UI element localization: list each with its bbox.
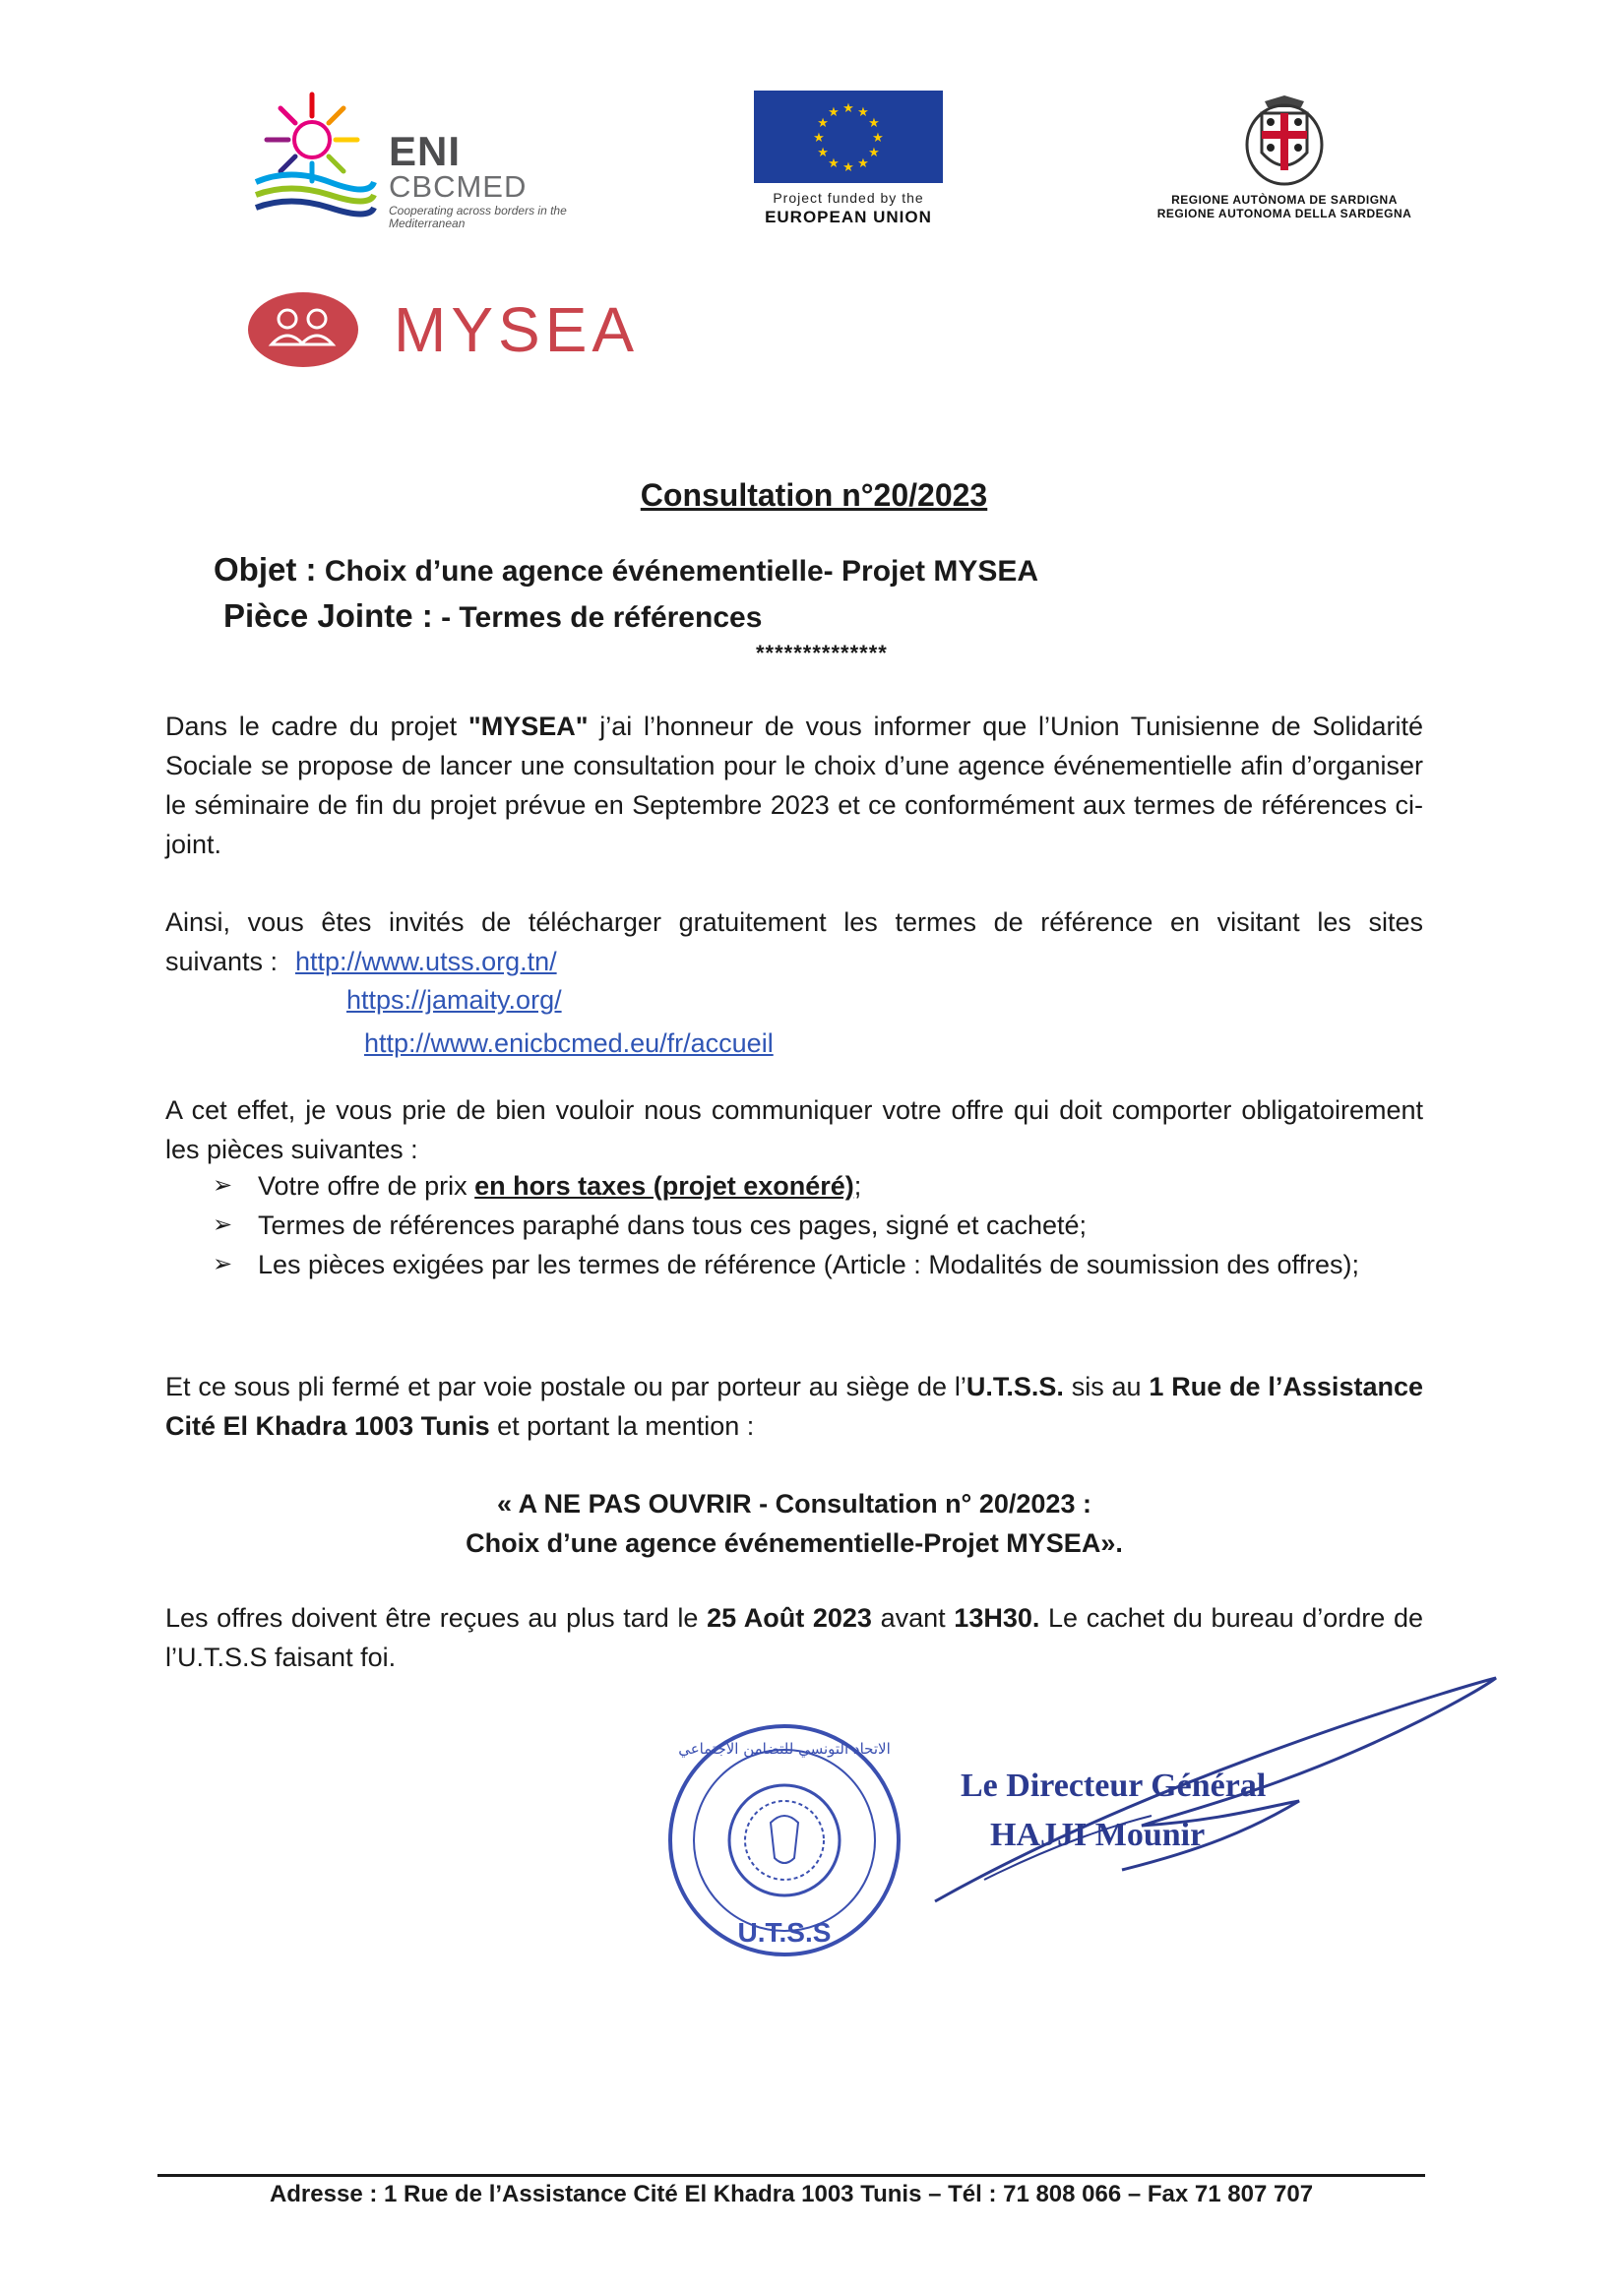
eu-star-icon: ★ [828, 104, 840, 120]
list-item [207, 1166, 1423, 1206]
paragraph-intro [165, 707, 1423, 864]
bullet3-text: Les pièces exigées par les termes de référence (Article : Modalités de soumission des offres); [258, 1250, 1360, 1279]
list-item [207, 1245, 1423, 1284]
p2-line2: suivants : [165, 947, 279, 976]
consultation-heading [0, 477, 1620, 514]
eu-logo [750, 91, 947, 238]
p1-project: "MYSEA" [467, 712, 589, 741]
p4-utss: U.T.S.S. [966, 1372, 1064, 1401]
p1-post: j’ai l’honneur de vous informer que l’Union Tunisienne de Solidarité Sociale se propose de lancer une consultation pour le choix d’une agence événementielle afin d’organiser le séminaire de fin du projet prévue en Septembre 2023 et ce conformément aux termes de références ci-joint. [165, 712, 1423, 859]
eni-cbcmed-logo [251, 89, 605, 236]
p5-post: Le cachet du bureau d’ordre de l’U.T.S.S faisant foi. [165, 1603, 1423, 1672]
p4-mid: sis au [1063, 1372, 1150, 1401]
eu-star-icon: ★ [842, 159, 854, 174]
piece-text: - Termes de références [441, 601, 763, 634]
eni-title: ENI [389, 128, 462, 174]
footer-address: Adresse : 1 Rue de l’Assistance Cité El Khadra 1003 Tunis – Tél : 71 808 066 – Fax 71 807 707 [269, 2181, 1314, 2207]
eni-sun-icon [251, 89, 379, 226]
sardegna-line2: REGIONE AUTONOMA DELLA SARDEGNA [1156, 207, 1412, 220]
eu-star-icon: ★ [813, 130, 825, 145]
eu-star-icon: ★ [868, 115, 880, 130]
signatory-name: HAJJI Mounir [990, 1817, 1206, 1853]
mysea-logo [244, 285, 697, 374]
stamp-text: U.T.S.S [737, 1917, 832, 1948]
bullet1-pre: Votre offre de prix [258, 1171, 475, 1201]
piece-jointe-line [223, 597, 762, 635]
p4-pre: Et ce sous pli fermé et par voie postale ou par porteur au siège de l’ [165, 1372, 966, 1401]
p4-post: et portant la mention : [489, 1411, 755, 1441]
stamp-arabic: الاتحاد التونسي للتضامن الاجتماعي [678, 1740, 891, 1758]
p5-time: 13H30. [954, 1603, 1040, 1633]
eu-funded-text: Project funded by the [773, 190, 924, 206]
sardegna-line1: REGIONE AUTÒNOMA DE SARDIGNA [1171, 193, 1398, 207]
eu-star-icon: ★ [872, 130, 884, 145]
eu-name: EUROPEAN UNION [765, 208, 932, 226]
eu-star-icon: ★ [868, 145, 880, 159]
eni-tagline: Cooperating across borders in the Mediterranean [389, 204, 567, 230]
piece-label: Pièce Jointe : [223, 597, 433, 634]
p5-mid: avant [871, 1603, 955, 1633]
bullet1-bold: en hors taxes (projet exonéré) [474, 1171, 854, 1201]
eu-flag-icon [754, 91, 943, 183]
eu-star-icon: ★ [817, 115, 829, 130]
footer-rule [157, 2174, 1425, 2177]
arrow-bullet-icon: ➢ [213, 1211, 233, 1238]
sardegna-logo [1112, 93, 1457, 241]
separator-stars: ************** [756, 641, 888, 665]
bullet1-post: ; [853, 1171, 862, 1201]
consultation-number: Consultation n°20/2023 [640, 477, 988, 513]
list-item [207, 1206, 1423, 1245]
envelope-mention [165, 1484, 1423, 1563]
handwritten-signature [925, 1634, 1516, 1929]
mention-line2: Choix d’une agence événementielle-Projet MYSEA». [466, 1528, 1123, 1558]
p5-pre: Les offres doivent être reçues au plus tard le [165, 1603, 708, 1633]
eu-star-icon: ★ [857, 104, 869, 120]
p4-address: 1 Rue de l’Assistance Cité El Khadra 1003 Tunis [165, 1372, 1423, 1441]
link-enicbcmed[interactable]: http://www.enicbcmed.eu/fr/accueil [364, 1028, 774, 1058]
paragraph-submission [165, 1367, 1423, 1446]
arrow-bullet-icon: ➢ [213, 1172, 233, 1199]
required-documents-list [207, 1166, 1423, 1284]
arrow-bullet-icon: ➢ [213, 1251, 233, 1277]
mysea-people-icon [244, 285, 362, 374]
link-utss[interactable]: http://www.utss.org.tn/ [295, 947, 557, 976]
p1-pre: Dans le cadre du projet [165, 712, 468, 741]
eni-subtitle: CBCMED [389, 169, 528, 204]
p2-line1: Ainsi, vous êtes invités de télécharger gratuitement les termes de référence en visitant les sites [165, 907, 1423, 937]
mysea-name: MYSEA [394, 294, 640, 365]
utss-stamp [664, 1720, 905, 1961]
link-jamaity[interactable]: https://jamaity.org/ [346, 985, 562, 1015]
objet-label: Objet : [214, 551, 317, 588]
eu-star-icon: ★ [828, 155, 840, 170]
eu-star-icon: ★ [857, 155, 869, 170]
signatory-title: Le Directeur Général [961, 1768, 1267, 1804]
bullet2-text: Termes de références paraphé dans tous ces pages, signé et cacheté; [258, 1210, 1088, 1240]
eu-star-icon: ★ [842, 100, 854, 115]
eu-star-icon: ★ [817, 145, 829, 159]
objet-text: Choix d’une agence événementielle- Projet MYSEA [324, 555, 1039, 588]
paragraph-requirements: A cet effet, je vous prie de bien vouloir nous communiquer votre offre qui doit comporter obligatoirement les pièces suivantes : [165, 1095, 1423, 1164]
mention-line1: « A NE PAS OUVRIR - Consultation n° 20/2023 : [497, 1489, 1091, 1519]
sardegna-crest-icon [1240, 93, 1329, 188]
objet-line [214, 551, 1038, 589]
p5-date: 25 Août 2023 [707, 1603, 872, 1633]
